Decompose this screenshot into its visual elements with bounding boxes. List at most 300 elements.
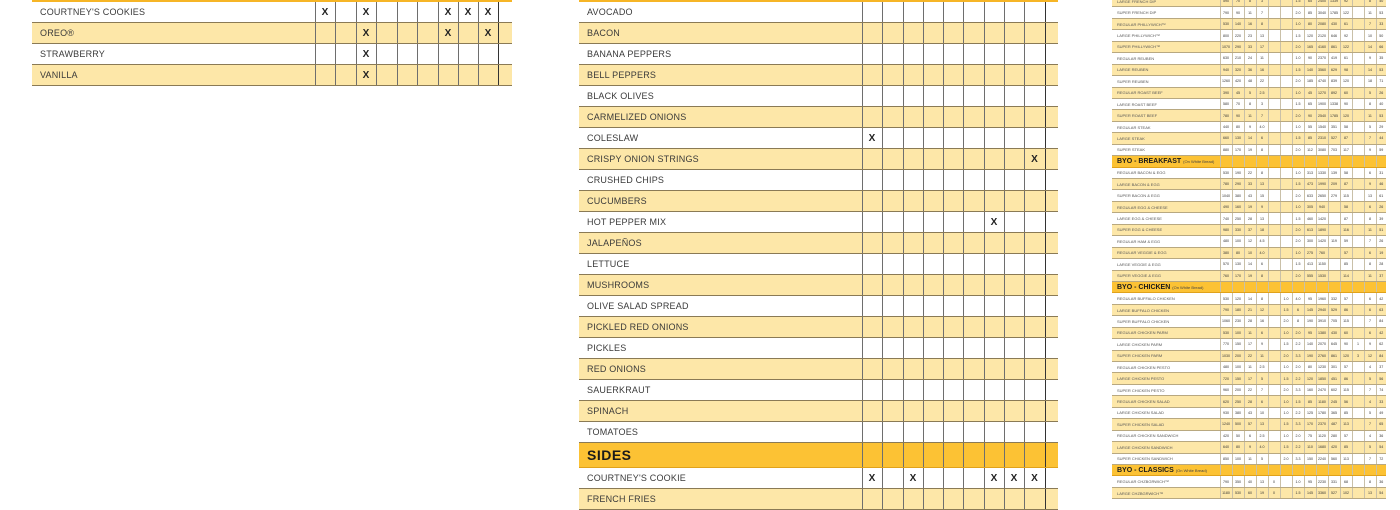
nutrition-value-cell: 8 [1364,213,1376,224]
nutrition-value-cell: 780 [1220,110,1232,121]
allergen-mark-cell [903,107,923,128]
allergen-mark-cell [862,212,882,233]
allergen-mark-cell [923,65,943,86]
nutrition-value-cell: 56 [1376,373,1386,384]
nutrition-value-cell: 1.5 [1292,0,1304,7]
nutrition-value-cell: 250 [1232,396,1244,407]
table-row [1112,247,1386,258]
menu-item-name: SUPER VEGGIE & EGG [1112,270,1220,281]
nutrition-value-cell: 1.5 [1292,487,1304,498]
allergen-mark-cell [1024,44,1045,65]
nutrition-value-cell: 53 [1376,7,1386,18]
allergen-mark-cell [1004,86,1024,107]
nutrition-value-cell: 13 [1364,190,1376,201]
nutrition-value-cell: 780 [1220,179,1232,190]
nutrition-value-cell: 28 [1244,316,1256,327]
nutrition-value-cell: 1.0 [1292,167,1304,178]
nutrition-value-cell: 1.5 [1280,339,1292,350]
allergen-mark-cell [397,2,417,23]
nutrition-value-cell: 8 [1256,167,1268,178]
allergen-mark-cell [1045,86,1058,107]
nutrition-value-cell: 110 [1304,442,1316,453]
nutrition-value-cell [1268,18,1280,29]
table-row [579,44,1058,65]
allergen-mark-cell: X [356,65,376,86]
allergen-mark-cell [1004,489,1024,510]
nutrition-value-cell: 13 [1256,30,1268,41]
section-blank-cell [1256,464,1268,475]
allergen-mark-cell [1004,380,1024,401]
allergen-mark-cell [1045,107,1058,128]
nutrition-value-cell: 100 [1232,362,1244,373]
menu-item-name: REGULAR BUFFALO CHICKEN [1112,293,1220,304]
nutrition-value-cell: 2080 [1316,18,1328,29]
menu-item-name: SUPER BUFFALO CHICKEN [1112,316,1220,327]
table-row [1112,236,1386,247]
allergen-mark-cell [1045,359,1058,380]
nutrition-value-cell: 602 [1328,384,1340,395]
nutrition-value-cell: 9 [1256,201,1268,212]
table-row [1112,407,1386,418]
nutrition-value-cell: 66 [1376,41,1386,52]
nutrition-value-cell [1352,64,1364,75]
nutrition-value-cell: 11 [1256,53,1268,64]
menu-item-name: SUPER CHICKEN PESTO [1112,384,1220,395]
nutrition-value-cell: 51 [1376,224,1386,235]
row-item-name: STRAWBERRY [32,44,315,65]
nutrition-value-cell: 487 [1328,419,1340,430]
allergen-mark-cell [923,422,943,443]
nutrition-value-cell: 1.0 [1292,121,1304,132]
table-row [1112,110,1386,121]
nutrition-value-cell: 150 [1232,339,1244,350]
nutrition-value-cell: 1.0 [1280,430,1292,441]
nutrition-value-cell [1280,247,1292,258]
nutrition-value-cell: 190 [1304,316,1316,327]
nutrition-value-cell: 8 [1256,270,1268,281]
nutrition-value-cell: 139 [1328,167,1340,178]
allergen-mark-cell [1004,338,1024,359]
nutrition-value-cell: 6 [1364,201,1376,212]
allergen-mark-cell [984,107,1004,128]
nutrition-value-cell: 1990 [1316,179,1328,190]
nutrition-value-cell: 530 [1220,293,1232,304]
nutrition-value-cell [1268,7,1280,18]
row-item-name: PICKLES [579,338,862,359]
nutrition-value-cell: 1780 [1316,407,1328,418]
nutrition-value-cell: 420 [1232,76,1244,87]
nutrition-value-cell: 2.2 [1292,373,1304,384]
nutrition-value-cell [1268,247,1280,258]
nutrition-value-cell [1268,41,1280,52]
nutrition-value-cell: 40 [1376,0,1386,7]
nutrition-value-cell: 36 [1376,476,1386,487]
table-row [1112,190,1386,201]
allergen-mark-cell [903,212,923,233]
nutrition-value-cell: 1850 [1316,373,1328,384]
row-item-name: OLIVE SALAD SPREAD [579,296,862,317]
nutrition-value-cell: 7 [1364,236,1376,247]
table-row [32,44,512,65]
allergen-mark-cell [882,233,903,254]
nutrition-value-cell: 760 [1220,270,1232,281]
nutrition-value-cell: 3.3 [1292,384,1304,395]
menu-item-name: LARGE ROAST BEEF [1112,98,1220,109]
table-row [1112,30,1386,41]
section-blank-cell [1316,281,1328,292]
allergen-mark-cell [1045,422,1058,443]
allergen-mark-cell [478,44,498,65]
allergen-mark-cell [397,65,417,86]
allergen-mark-cell [963,254,984,275]
row-item-name: OREO® [32,23,315,44]
table-row [32,23,512,44]
nutrition-value-cell [1352,179,1364,190]
nutrition-value-cell: 150 [1232,373,1244,384]
table-row [1112,373,1386,384]
nutrition-value-cell [1352,407,1364,418]
nutrition-value-cell: 2.0 [1292,362,1304,373]
allergen-mark-cell [1004,401,1024,422]
allergen-mark-cell [963,359,984,380]
allergen-mark-cell: X [984,468,1004,489]
section-blank-cell [943,443,963,468]
allergen-mark-cell [882,212,903,233]
allergen-mark-cell [1045,254,1058,275]
allergen-mark-cell [1004,170,1024,191]
nutrition-value-cell: 22 [1244,350,1256,361]
row-item-name: HOT PEPPER MIX [579,212,862,233]
nutrition-value-cell: 500 [1232,419,1244,430]
table-row [579,468,1058,489]
nutrition-value-cell: 1120 [1316,430,1328,441]
nutrition-value-cell: 280 [1328,430,1340,441]
nutrition-value-cell: 72 [1376,453,1386,464]
nutrition-value-cell: 58 [1340,167,1352,178]
nutrition-value-cell [1352,201,1364,212]
nutrition-value-cell [1352,373,1364,384]
nutrition-value-cell: 19 [1244,270,1256,281]
nutrition-value-cell [1268,259,1280,270]
table-row [579,489,1058,510]
table-row [1112,442,1386,453]
allergen-mark-cell [903,191,923,212]
nutrition-value-cell [1268,0,1280,7]
left-table-body [32,2,512,86]
allergen-mark-cell: X [1004,468,1024,489]
nutrition-value-cell: 16 [1244,18,1256,29]
section-blank-cell [1256,281,1268,292]
nutrition-value-cell [1268,430,1280,441]
nutrition-value-cell: 5 [1244,87,1256,98]
section-title: SIDES [579,443,862,468]
nutrition-value-cell: 350 [1232,476,1244,487]
allergen-mark-cell [923,317,943,338]
nutrition-value-cell: 200 [1232,384,1244,395]
allergen-mark-cell [984,149,1004,170]
nutrition-value-cell: 2.0 [1292,110,1304,121]
section-title: BYO - CLASSICS [1117,466,1174,474]
nutrition-value-cell: 2.2 [1292,339,1304,350]
nutrition-value-cell: 26 [1376,87,1386,98]
nutrition-value-cell [1268,396,1280,407]
allergen-mark-cell [882,254,903,275]
allergen-mark-cell [963,489,984,510]
allergen-mark-cell [943,107,963,128]
allergen-mark-cell [984,65,1004,86]
allergen-mark-cell [923,23,943,44]
nutrition-value-cell: 70 [1232,0,1244,7]
allergen-mark-cell [1024,489,1045,510]
nutrition-value-cell: 4.0 [1256,121,1268,132]
nutrition-value-cell: 74 [1376,384,1386,395]
nutrition-value-cell: 6 [1292,304,1304,315]
nutrition-value-cell: 275 [1304,247,1316,258]
nutrition-value-cell: 7 [1364,133,1376,144]
nutrition-value-cell: 28 [1244,396,1256,407]
nutrition-value-cell: 21 [1244,304,1256,315]
allergen-mark-cell [1045,2,1058,23]
nutrition-value-cell [1280,30,1292,41]
table-row [579,2,1058,23]
section-header [1112,156,1220,167]
section-blank-cell [1256,156,1268,167]
row-item-name: CUCUMBERS [579,191,862,212]
allergen-mark-cell: X [356,23,376,44]
section-blank-cell [1280,464,1292,475]
menu-item-name: LARGE STEAK [1112,133,1220,144]
menu-item-name: REGULAR HAM & EGG [1112,236,1220,247]
allergen-mark-cell [417,44,438,65]
menu-item-name: LARGE CHZBGRWICH™ [1112,487,1220,498]
nutrition-value-cell: 54 [1376,442,1386,453]
nutrition-value-cell: 1.0 [1292,247,1304,258]
allergen-mark-cell [882,275,903,296]
nutrition-value-cell: 8 [1244,0,1256,7]
allergen-mark-cell [1045,23,1058,44]
nutrition-value-cell: 90 [1232,7,1244,18]
nutrition-value-cell [1352,259,1364,270]
nutrition-value-cell: 209 [1328,179,1340,190]
nutrition-value-cell [1268,179,1280,190]
nutrition-value-cell: 12 [1364,350,1376,361]
nutrition-value-cell [1352,110,1364,121]
nutrition-value-cell: 95 [1304,476,1316,487]
section-header [1112,464,1220,475]
nutrition-value-cell: 59 [1376,144,1386,155]
allergen-mark-cell [1024,86,1045,107]
nutrition-value-cell: 613 [1304,224,1316,235]
nutrition-value-cell: 1680 [1316,442,1328,453]
nutrition-value-cell: 19 [1244,201,1256,212]
nutrition-value-cell: 43 [1244,190,1256,201]
section-blank-cell [1045,443,1058,468]
nutrition-value-cell: 44 [1376,133,1386,144]
nutrition-value-cell: 130 [1232,259,1244,270]
nutrition-value-cell: 1070 [1220,41,1232,52]
allergen-mark-cell [943,44,963,65]
menu-item-name: SUPER STEAK [1112,144,1220,155]
nutrition-value-cell: 290 [1232,41,1244,52]
allergen-mark-cell [862,489,882,510]
nutrition-value-cell: 24 [1244,53,1256,64]
nutrition-value-cell: 9 [1364,339,1376,350]
table-row [1112,167,1386,178]
nutrition-value-cell [1268,224,1280,235]
nutrition-value-cell: 18 [1256,224,1268,235]
nutrition-value-cell: 0 [1268,476,1280,487]
nutrition-value-cell: 115 [1340,316,1352,327]
nutrition-value-cell: 640 [1220,442,1232,453]
table-row [1112,476,1386,487]
nutrition-value-cell: 1785 [1328,7,1340,18]
allergen-mark-cell [963,233,984,254]
nutrition-value-cell: 490 [1220,201,1232,212]
allergen-mark-cell [943,359,963,380]
nutrition-value-cell [1352,167,1364,178]
allergen-mark-cell [903,296,923,317]
menu-item-name: REGULAR CHICKEN PARM [1112,327,1220,338]
allergen-mark-cell [903,380,923,401]
nutrition-value-cell: 26 [1376,201,1386,212]
nutrition-value-cell: 120 [1304,30,1316,41]
nutrition-value-cell: 2540 [1316,110,1328,121]
nutrition-value-cell: 8 [1364,476,1376,487]
allergen-mark-cell [903,44,923,65]
nutrition-value-cell: 6 [1256,259,1268,270]
allergen-mark-cell [923,44,943,65]
row-item-name: COURTNEY'S COOKIE [579,468,862,489]
nutrition-value-cell: 65 [1376,419,1386,430]
allergen-mark-cell [1004,191,1024,212]
allergen-mark-cell [984,296,1004,317]
nutrition-value-cell [1352,18,1364,29]
allergen-mark-cell: X [478,23,498,44]
nutrition-value-cell: 1890 [1316,224,1328,235]
allergen-mark-cell [963,149,984,170]
nutrition-value-cell: 100 [1232,236,1244,247]
nutrition-value-cell [1352,190,1364,201]
nutrition-value-cell: 100 [1232,327,1244,338]
nutrition-value-cell [1268,133,1280,144]
nutrition-value-cell: 85 [1340,442,1352,453]
nutrition-value-cell: 2.2 [1292,442,1304,453]
nutrition-value-cell: 2.0 [1292,327,1304,338]
nutrition-value-cell [1268,167,1280,178]
nutrition-value-cell [1280,7,1292,18]
nutrition-value-cell [1280,179,1292,190]
allergen-mark-cell [458,23,478,44]
allergen-mark-cell [903,489,923,510]
nutrition-value-cell: 115 [1340,384,1352,395]
nutrition-value-cell [1280,224,1292,235]
nutrition-value-cell: 3560 [1316,64,1328,75]
allergen-mark-cell [943,489,963,510]
nutrition-value-cell [1328,201,1340,212]
table-row [1112,487,1386,498]
nutrition-value-cell: 8 [1244,98,1256,109]
nutrition-value-cell: 1330 [1316,167,1328,178]
nutrition-value-cell [1268,453,1280,464]
nutrition-value-cell [1352,41,1364,52]
allergen-mark-cell [438,44,458,65]
nutrition-value-cell: 2.0 [1292,7,1304,18]
section-blank-cell [1340,156,1352,167]
allergen-mark-cell [1024,191,1045,212]
nutrition-value-cell: 17 [1244,373,1256,384]
nutrition-value-cell: 2470 [1316,384,1328,395]
nutrition-value-cell: 26 [1376,236,1386,247]
allergen-mark-cell [963,170,984,191]
nutrition-value-cell: 2230 [1316,476,1328,487]
nutrition-value-cell: 14 [1244,293,1256,304]
nutrition-value-cell: 460 [1304,213,1316,224]
section-blank-cell [1376,464,1386,475]
allergen-mark-cell [1004,275,1024,296]
table-row [579,233,1058,254]
allergen-mark-cell [1045,275,1058,296]
section-blank-cell [1304,156,1316,167]
nutrition-value-cell: 140 [1304,339,1316,350]
allergen-mark-cell [943,65,963,86]
allergen-mark-cell [903,233,923,254]
nutrition-value-cell: 1180 [1316,396,1328,407]
allergen-mark-cell [984,401,1004,422]
allergen-mark-cell [417,2,438,23]
nutrition-value-cell: 1.0 [1292,87,1304,98]
nutrition-value-cell: 12 [1256,304,1268,315]
nutrition-value-cell: 122 [1340,41,1352,52]
allergen-mark-cell [862,86,882,107]
allergen-mark-cell [963,86,984,107]
nutrition-value-cell: 92 [1340,30,1352,41]
allergen-mark-cell [984,317,1004,338]
nutrition-value-cell [1268,362,1280,373]
nutrition-value-cell: 1.0 [1280,362,1292,373]
menu-item-name: SUPER REUBEN [1112,76,1220,87]
menu-item-name: LARGE REUBEN [1112,64,1220,75]
nutrition-value-cell: 2.5 [1256,87,1268,98]
nutrition-value-cell: 380 [1232,190,1244,201]
allergen-mark-cell [963,65,984,86]
nutrition-value-cell: 33 [1376,18,1386,29]
allergen-mark-cell [1024,170,1045,191]
allergen-mark-cell [882,338,903,359]
nutrition-value-cell: 10 [1244,247,1256,258]
allergen-mark-cell [376,44,397,65]
nutrition-value-cell: 2.0 [1292,41,1304,52]
nutrition-value-cell [1352,487,1364,498]
nutrition-value-cell: 13 [1256,213,1268,224]
allergen-mark-cell [315,44,335,65]
nutrition-value-cell [1268,98,1280,109]
nutrition-value-cell [1268,53,1280,64]
nutrition-value-cell: 1230 [1316,362,1328,373]
nutrition-value-cell: 11 [1244,362,1256,373]
nutrition-value-cell: 28 [1244,213,1256,224]
table-row [579,23,1058,44]
nutrition-value-cell: 50 [1376,30,1386,41]
allergen-mark-cell [984,233,1004,254]
nutrition-value-cell: 330 [1232,224,1244,235]
allergen-mark-cell [1045,401,1058,422]
nutrition-value-cell: 1338 [1328,98,1340,109]
nutrition-value-cell: 2.0 [1280,316,1292,327]
nutrition-value-cell [1280,121,1292,132]
nutrition-value-cell: 92 [1340,0,1352,7]
nutrition-value-cell: 13 [1256,419,1268,430]
allergen-mark-cell [1004,107,1024,128]
